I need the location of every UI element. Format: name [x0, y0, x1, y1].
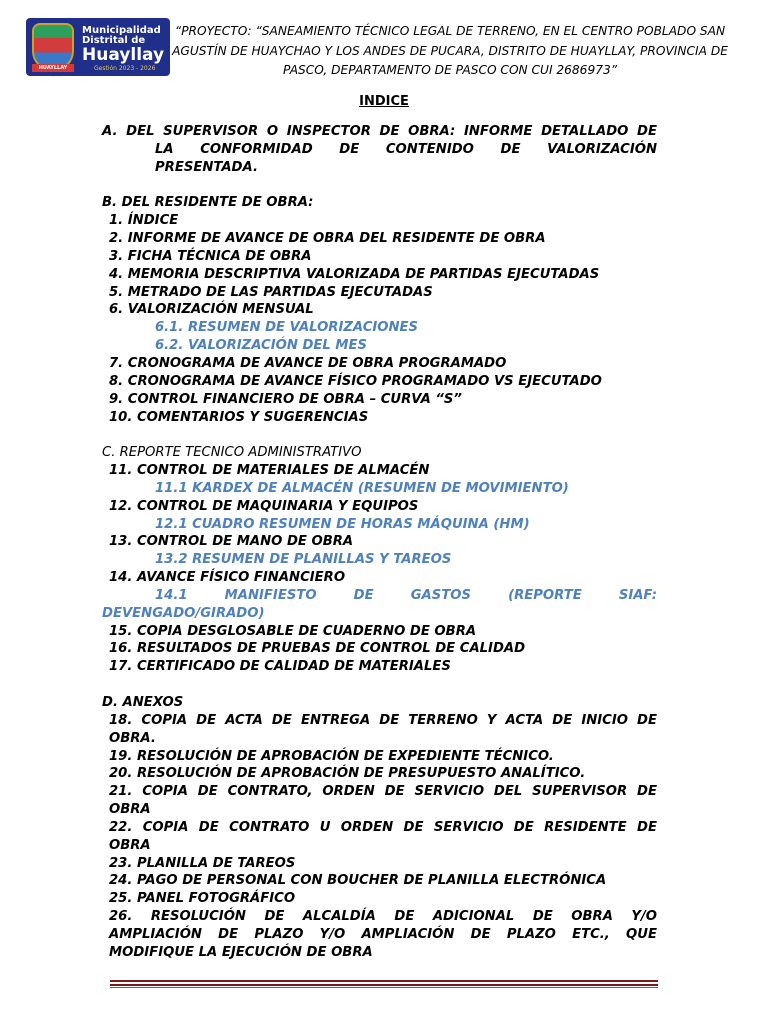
sub-item: 14.1 MANIFIESTO DE GASTOS (REPORTE SIAF:	[155, 587, 657, 603]
list-item-continued: MODIFIQUE LA EJECUCIÓN DE OBRA	[109, 944, 373, 960]
sub-item: 12.1 CUADRO RESUMEN DE HORAS MÁQUINA (HM)	[155, 516, 530, 532]
sub-item: 13.2 RESUMEN DE PLANILLAS Y TAREOS	[155, 552, 452, 568]
list-item: 13. CONTROL DE MANO DE OBRA	[109, 534, 354, 550]
footer-rule	[110, 980, 658, 982]
list-item-continued: OBRA.	[109, 730, 156, 746]
list-item-continued: OBRA	[109, 837, 151, 853]
list-item: 5. METRADO DE LAS PARTIDAS EJECUTADAS	[109, 284, 433, 300]
list-item: 6. VALORIZACIÓN MENSUAL	[109, 302, 314, 318]
index-content	[102, 123, 657, 962]
list-item: 8. CRONOGRAMA DE AVANCE FÍSICO PROGRAMADO VS EJECUTADO	[109, 373, 602, 389]
list-item: 3. FICHA TÉCNICA DE OBRA	[109, 248, 312, 264]
section-c-heading: C. REPORTE TECNICO ADMINISTRATIVO	[102, 445, 362, 461]
list-item: 4. MEMORIA DESCRIPTIVA VALORIZADA DE PARTIDAS EJECUTADAS	[109, 266, 600, 282]
sub-item: 6.2. VALORIZACIÓN DEL MES	[155, 338, 368, 354]
logo-line-4: Gestión 2023 - 2026	[94, 65, 156, 72]
project-header: “PROYECTO: “SANEAMIENTO TÉCNICO LEGAL DE TERRENO, EN EL CENTRO POBLADO SAN AGUSTÍN DE HUAYCHAO Y LOS ANDES DE PUCARA, DISTRITO DE HUAYLLAY, PROVINCIA DE PASCO, DEPARTAMENTO DE PASCO CON CUI 2686973”	[172, 24, 728, 78]
logo-line-1: Municipalidad	[82, 25, 161, 36]
list-item: 19. RESOLUCIÓN DE APROBACIÓN DE EXPEDIENTE TÉCNICO.	[109, 748, 554, 764]
list-item: 17. CERTIFICADO DE CALIDAD DE MATERIALES	[109, 659, 451, 675]
list-item: 20. RESOLUCIÓN DE APROBACIÓN DE PRESUPUESTO ANALÍTICO.	[109, 766, 586, 782]
list-item: 25. PANEL FOTOGRÁFICO	[109, 891, 296, 907]
list-item: 1. ÍNDICE	[109, 213, 179, 229]
section-a-line-1: A. DEL SUPERVISOR O INSPECTOR DE OBRA: INFORME DETALLADO DE	[102, 124, 657, 139]
list-item: 7. CRONOGRAMA DE AVANCE DE OBRA PROGRAMADO	[109, 355, 507, 371]
list-item: 18. COPIA DE ACTA DE ENTREGA DE TERRENO Y ACTA DE INICIO DE	[109, 712, 657, 728]
sub-item: 11.1 KARDEX DE ALMACÉN (RESUMEN DE MOVIMIENTO)	[155, 480, 569, 496]
section-a-line-3: PRESENTADA.	[155, 159, 258, 175]
list-item: 10. COMENTARIOS Y SUGERENCIAS	[109, 409, 369, 425]
list-item: 14. AVANCE FÍSICO FINANCIERO	[109, 570, 346, 586]
list-item-continued: OBRA	[109, 802, 151, 818]
list-item: 12. CONTROL DE MAQUINARIA Y EQUIPOS	[109, 498, 419, 514]
section-b-heading: B. DEL RESIDENTE DE OBRA:	[102, 195, 314, 211]
list-item: 9. CONTROL FINANCIERO DE OBRA – CURVA “S”	[109, 391, 462, 407]
footer-rule	[110, 987, 658, 988]
footer-rule	[110, 984, 658, 986]
list-item: 21. COPIA DE CONTRATO, ORDEN DE SERVICIO DEL SUPERVISOR DE	[109, 784, 657, 800]
sub-item-continued: DEVENGADO/GIRADO)	[102, 605, 265, 621]
logo-ribbon: HUAYLLAY	[32, 64, 74, 72]
page-title: INDICE	[359, 94, 409, 109]
section-a-line-2: LA CONFORMIDAD DE CONTENIDO DE VALORIZACIÓN	[155, 141, 657, 157]
list-item: 23. PLANILLA DE TAREOS	[109, 855, 296, 871]
section-d-heading: D. ANEXOS	[102, 695, 184, 710]
logo-line-2: Distrital de	[82, 35, 146, 46]
list-item: 26. RESOLUCIÓN DE ALCALDÍA DE ADICIONAL DE OBRA Y/O	[109, 909, 657, 925]
list-item-continued: AMPLIACIÓN DE PLAZO Y/O AMPLIACIÓN DE PLAZO ETC., QUE	[109, 926, 657, 942]
list-item: 24. PAGO DE PERSONAL CON BOUCHER DE PLANILLA ELECTRÓNICA	[109, 873, 607, 889]
list-item: 15. COPIA DESGLOSABLE DE CUADERNO DE OBRA	[109, 623, 477, 639]
logo-line-3: Huayllay	[82, 45, 165, 65]
list-item: 2. INFORME DE AVANCE DE OBRA DEL RESIDENTE DE OBRA	[109, 231, 546, 247]
list-item: 16. RESULTADOS DE PRUEBAS DE CONTROL DE CALIDAD	[109, 641, 526, 657]
list-item: 22. COPIA DE CONTRATO U ORDEN DE SERVICIO DE RESIDENTE DE	[109, 819, 657, 835]
sub-item: 6.1. RESUMEN DE VALORIZACIONES	[155, 320, 419, 336]
municipality-logo	[26, 18, 170, 76]
list-item: 11. CONTROL DE MATERIALES DE ALMACÉN	[109, 463, 430, 479]
